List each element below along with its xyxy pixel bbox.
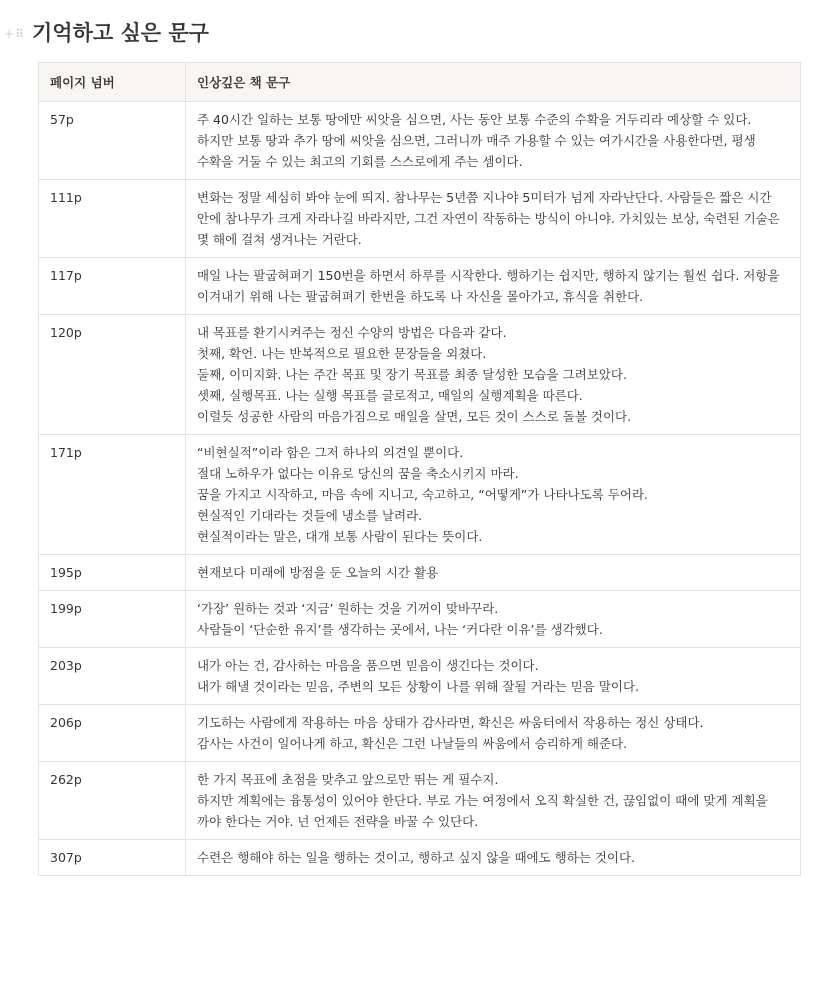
quote-line: 이럴듯 성공한 사람의 마음가짐으로 매일을 살면, 모든 것이 스스로 돌볼 것이다. (197, 409, 632, 424)
quote-line: 첫째, 확언. 나는 반복적으로 필요한 문장들을 외쳤다. (197, 346, 487, 361)
quote-line: 수련은 행해야 하는 일을 행하는 것이고, 행하고 싶지 않을 때에도 행하는 것이다. (197, 850, 636, 865)
table-header-row (39, 63, 801, 102)
column-header-quote[interactable]: 인상깊은 책 문구 (186, 63, 801, 102)
quote-line: 절대 노하우가 없다는 이유로 당신의 꿈을 축소시키지 마라. (197, 466, 519, 481)
page-number-cell[interactable]: 206p (39, 705, 186, 762)
quote-cell[interactable] (186, 591, 801, 648)
table-row (39, 102, 801, 180)
quote-cell[interactable] (186, 258, 801, 315)
table-row (39, 258, 801, 315)
page-number-cell[interactable]: 120p (39, 315, 186, 435)
quote-line: 현실적인 기대라는 것들에 냉소를 날려라. (197, 508, 423, 523)
quote-line: 꿈을 가지고 시작하고, 마음 속에 지니고, 숙고하고, “어떻게”가 나타나도록 두어라. (197, 487, 649, 502)
quote-line: 기도하는 사람에게 작용하는 마음 상태가 감사라면, 확신은 싸움터에서 작용하는 정신 상태다. (197, 715, 704, 730)
quotes-table (38, 62, 800, 876)
drag-handle-icon[interactable]: + ⠿ (4, 27, 23, 41)
quote-line: 현재보다 미래에 방점을 둔 오늘의 시간 활용 (197, 565, 439, 580)
table-row (39, 705, 801, 762)
column-header-page[interactable]: 페이지 넘버 (39, 63, 186, 102)
table-row (39, 315, 801, 435)
page-number-cell[interactable]: 57p (39, 102, 186, 180)
quote-line: 현실적이라는 말은, 대개 보통 사람이 된다는 뜻이다. (197, 529, 483, 544)
page-number-cell[interactable]: 262p (39, 762, 186, 840)
page-number-cell[interactable]: 203p (39, 648, 186, 705)
table-row (39, 555, 801, 591)
quote-cell[interactable] (186, 555, 801, 591)
page-number-cell[interactable]: 199p (39, 591, 186, 648)
quote-line: 내가 아는 건, 감사하는 마음을 품으면 믿음이 생긴다는 것이다. (197, 658, 539, 673)
quote-cell[interactable] (186, 762, 801, 840)
quote-cell[interactable] (186, 840, 801, 876)
quote-cell[interactable] (186, 315, 801, 435)
table-row (39, 648, 801, 705)
quote-line: 셋째, 실행목표. 나는 실행 목표를 글로적고, 매일의 실행계획을 따른다. (197, 388, 583, 403)
quote-line: 한 가지 목표에 초점을 맞추고 앞으로만 뛰는 게 필수지. (197, 772, 499, 787)
table-row (39, 762, 801, 840)
page-number-cell[interactable]: 171p (39, 435, 186, 555)
quote-line: 하지만 계획에는 융통성이 있어야 한단다. 부로 가는 여정에서 오직 확실한 건, 끊임없이 때에 맞게 계획을 까야 한다는 거야. 넌 언제든 전략을 바꿀 수 있단다. (197, 793, 768, 829)
quote-line: ‘가장’ 원하는 것과 ‘지금’ 원하는 것을 기꺼이 맞바꾸라. (197, 601, 499, 616)
quote-line: 둘째, 이미지화. 나는 주간 목표 및 장기 목표를 최종 달성한 모습을 그려보았다. (197, 367, 627, 382)
quote-line: 변화는 정말 세심히 봐야 눈에 띄지. 참나무는 5년쯤 지나야 5미터가 넘게 자라난단다. 사람들은 짧은 시간 안에 참나무가 크게 자라나길 바라지만, 그건 자연이 작동하는 방식이 아니야. 가치있는 보상, 숙련된 기술은 몇 해에 걸쳐 생겨나는 거란다. (197, 190, 780, 247)
quote-line: 주 40시간 일하는 보통 땅에만 씨앗을 심으면, 사는 동안 보통 수준의 수확을 거두리라 예상할 수 있다. 하지만 보통 땅과 추가 땅에 씨앗을 심으면, 그러니까 매주 가용할 수 있는 여가시간을 사용한다면, 평생 수확을 거둘 수 있는 최고의 기회를 스스로에게 주는 셈이다. (197, 112, 756, 169)
quote-cell[interactable] (186, 705, 801, 762)
quote-cell[interactable] (186, 102, 801, 180)
table-row (39, 180, 801, 258)
page-number-cell[interactable]: 117p (39, 258, 186, 315)
page-title: 기억하고 싶은 문구 (32, 21, 209, 45)
quote-line: 내 목표를 환기시켜주는 정신 수양의 방법은 다음과 같다. (197, 325, 507, 340)
quote-line: “비현실적”이라 함은 그저 하나의 의견일 뿐이다. (197, 445, 464, 460)
table-row (39, 840, 801, 876)
quote-line: 감사는 사건이 일어나게 하고, 확신은 그런 나날들의 싸움에서 승리하게 해준다. (197, 736, 628, 751)
quote-cell[interactable] (186, 435, 801, 555)
table-row (39, 591, 801, 648)
quote-cell[interactable] (186, 180, 801, 258)
quote-line: 내가 해낼 것이라는 믿음, 주변의 모든 상황이 나를 위해 잘될 거라는 믿음 말이다. (197, 679, 640, 694)
page-number-cell[interactable]: 307p (39, 840, 186, 876)
quote-line: 매일 나는 팔굽혀펴기 150번을 하면서 하루를 시작한다. 행하기는 쉽지만, 행하지 않기는 훨씬 쉽다. 저항을 이겨내기 위해 나는 팔굽혀펴기 한번을 하도록 나 자신을 몰아가고, 휴식을 취한다. (197, 268, 780, 304)
table-row (39, 435, 801, 555)
quote-line: 사람들이 ‘단순한 유지’를 생각하는 곳에서, 나는 ‘커다란 이유’를 생각했다. (197, 622, 603, 637)
page-number-cell[interactable]: 111p (39, 180, 186, 258)
quote-cell[interactable] (186, 648, 801, 705)
page-number-cell[interactable]: 195p (39, 555, 186, 591)
